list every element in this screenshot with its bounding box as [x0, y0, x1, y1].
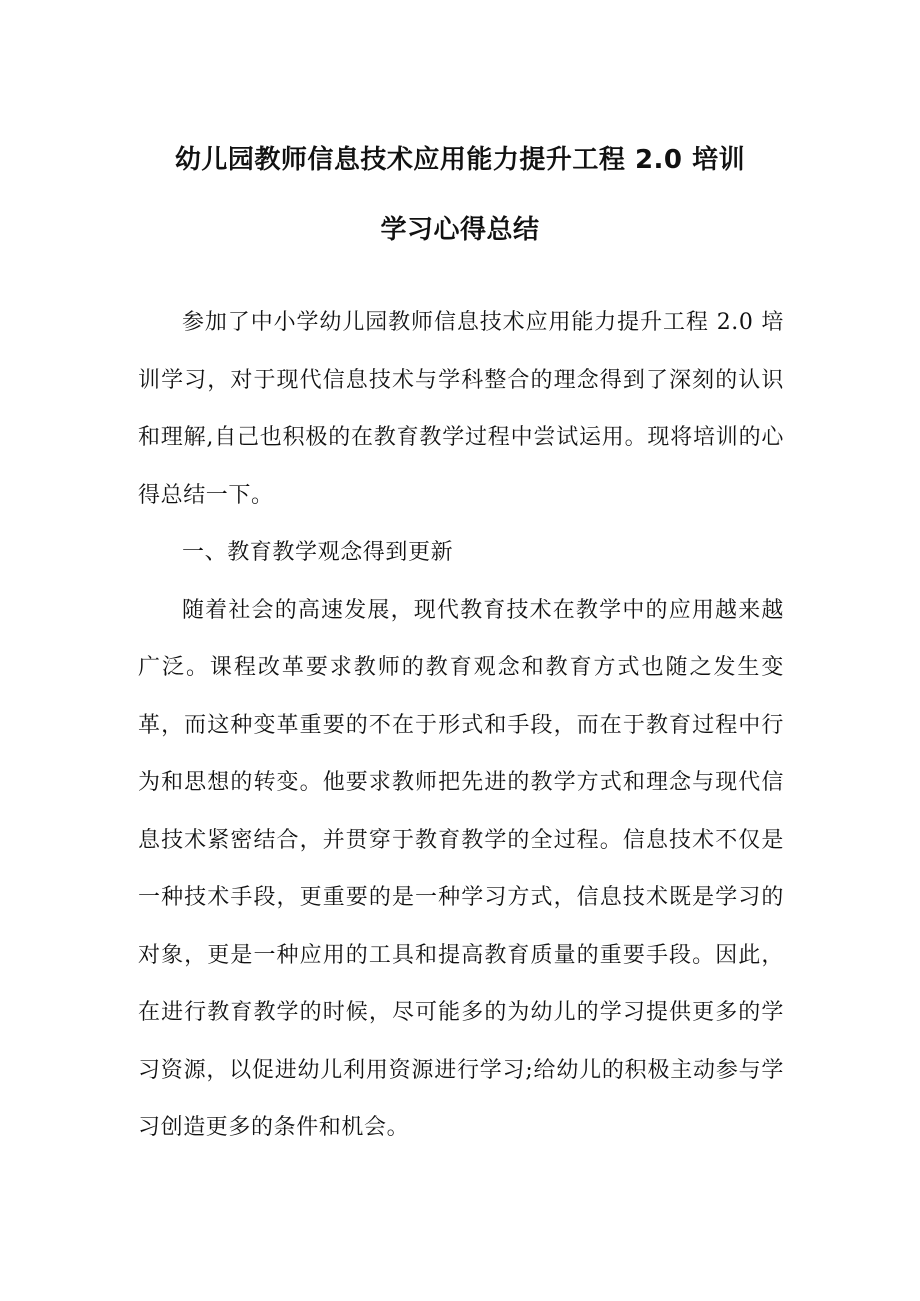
- paragraph-intro: 参加了中小学幼儿园教师信息技术应用能力提升工程 2.0 培训学习，对于现代信息技术与学科整合的理念得到了深刻的认识和理解,自己也积极的在教育教学过程中尝试运用。现将培训的心得总结一下。: [138, 310, 784, 508]
- section-heading: 一、教育教学观念得到更新: [182, 540, 454, 565]
- paragraph-section-1: 随着社会的高速发展，现代教育技术在教学中的应用越来越广泛。课程改革要求教师的教育观念和教育方式也随之发生变革，而这种变革重要的不在于形式和手段，而在于教育过程中行为和思想的转变。他要求教师把先进的教学方式和理念与现代信息技术紧密结合，并贯穿于教育教学的全过程。信息技术不仅是一种技术手段，更重要的是一种学习方式，信息技术既是学习的对象，更是一种应用的工具和提高教育质量的重要手段。因此，在进行教育教学的时候，尽可能多的为幼儿的学习提供更多的学习资源，以促进幼儿利用资源进行学习;给幼儿的积极主动参与学习创造更多的条件和机会。: [138, 597, 784, 1140]
- document-title-line-2: 学习心得总结: [380, 215, 540, 245]
- document-body: [138, 294, 784, 1157]
- document-title-line-1: 幼儿园教师信息技术应用能力提升工程 2.0 培训: [174, 145, 746, 175]
